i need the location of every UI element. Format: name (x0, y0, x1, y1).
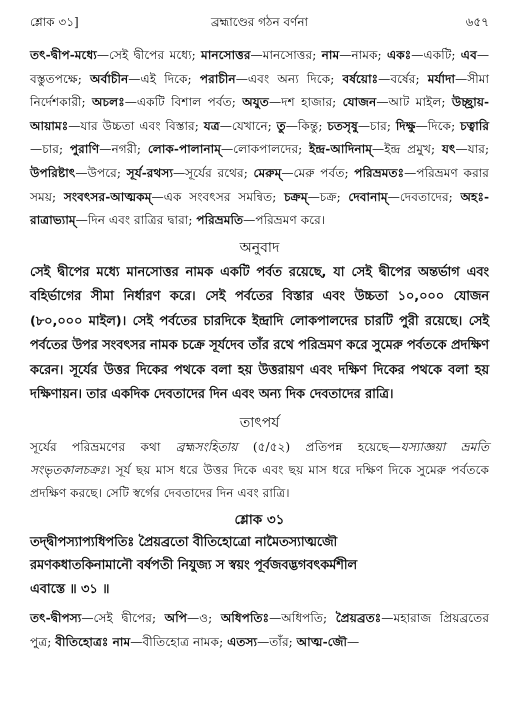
purport-text (30, 436, 489, 505)
synonym-meaning: —বীতিহোত্র নামক; (130, 634, 224, 649)
synonym-term: যোজন (342, 95, 377, 110)
synonym-meaning: —মানসোত্তর; (250, 48, 317, 62)
synonym-meaning: —দশ হাজার; (268, 95, 337, 110)
synonym-meaning: —একটি; (411, 48, 456, 62)
synonym-term: উচ্ছ্রায়-আয়ামঃ (30, 95, 490, 133)
purport-text-part: (৫/৫২) প্রতিপন্ন হয়েছে— (237, 439, 401, 454)
synonym-term: মেরুম্ (253, 165, 282, 180)
purport-quote: যস্যাজ্ঞয়া ভ্রমতি সংভৃতকালচক্রঃ (30, 439, 490, 477)
verse-line: তদ্দ্বীপস্যাপ্যধিপতিঃ প্রৈয়ব্রতো বীতিহোত্রো নামৈতস্যাত্মজৌ (30, 534, 338, 550)
purport-source-title: ব্রহ্মসংহিতায় (175, 439, 238, 454)
synonym-term: তৎ-দ্বীপস্য (30, 611, 82, 626)
synonym-term: বীতিহোত্রঃ নাম (55, 634, 131, 649)
synonym-meaning: —যার; (455, 142, 490, 157)
synonym-meaning: —আট মাইল; (376, 95, 446, 110)
synonym-meaning: —বর্ষের; (378, 71, 420, 86)
synonym-term: অযুত (242, 95, 269, 110)
synonym-term: উপরিষ্টাৎ (30, 165, 76, 180)
synonym-term: যৎ (441, 142, 456, 157)
synonym-term: অপি (164, 611, 187, 626)
translation-heading: অনুবাদ (239, 239, 280, 256)
synonym-meaning: —তাঁর; (257, 634, 293, 649)
purport-text-part: সূর্যের পরিভ্রমণের কথা (30, 439, 176, 454)
synonym-term: দেবানাম্ (348, 189, 388, 204)
synonym-meaning: —এবং অন্য দিকে; (235, 71, 335, 86)
synonym-term: তৎ-দ্বীপ-মধ্যে (30, 48, 97, 62)
synonym-term: অর্বাচীন (90, 71, 129, 86)
synonym-term: চতসৃষু (327, 118, 358, 133)
synonym-term: মানসোত্তর (201, 48, 251, 62)
synonym-term: চক্রম্ (284, 189, 308, 204)
verse-line: এবাস্তে ॥ ৩১ ॥ (30, 581, 110, 597)
synonym-meaning: —দেবতাদের; (387, 189, 453, 204)
synonym-term: অহঃ-রাত্রাভ্যাম্ (30, 189, 490, 228)
synonym-meaning: —একটি বিশাল পর্বত; (124, 95, 236, 110)
synonym-term: অধিপতিঃ (220, 611, 270, 626)
synonym-meaning: —চার; (357, 118, 391, 133)
synonym-term: পরাচীন (199, 71, 236, 86)
verse-heading: শ্লোক ৩১ (234, 511, 285, 528)
synonym-meaning: —কিন্তু; (285, 118, 323, 133)
page-body (30, 44, 489, 654)
synonym-meaning: — (347, 634, 360, 649)
synonym-meaning: —চক্র; (307, 189, 341, 204)
synonyms-block (30, 44, 489, 233)
synonym-term: পুরাণি (69, 142, 100, 157)
synonym-meaning: —উপরে; (75, 165, 121, 180)
synonym-meaning: —সীমা নির্দেশকারী; (30, 71, 490, 110)
synonym-term: চত্বারি (460, 118, 490, 133)
synonym-meaning: —মেরু পর্বত; (281, 165, 349, 180)
synonym-meaning: —পরিভ্রমণ করে। (243, 213, 326, 228)
synonym-meaning: —সেই দ্বীপের; (81, 611, 157, 626)
synonym-term: আত্ম-জৌ (296, 634, 348, 649)
synonym-term: মর্যাদা (427, 71, 456, 86)
synonym-meaning: —দিকে; (415, 118, 456, 133)
synonym-meaning: —নগরী; (99, 142, 142, 157)
synonym-term: পরিভ্রমতঃ (354, 165, 405, 180)
verse-line: রমণকধাতকিনামানৌ বর্ষপতী নিযুজ্য স স্বয়ং পূর্বজবদ্ভগবৎকর্মশীল (30, 558, 358, 574)
synonym-term: ইন্দ্র-আদিনাম্ (309, 142, 372, 157)
purport-heading: তাৎপর্য (239, 414, 280, 431)
header-page-number: ৬৫৭ (465, 15, 489, 29)
synonym-term: পরিভ্রমতি (196, 213, 244, 228)
synonym-term: যত্র (203, 118, 220, 133)
synonym-meaning: —ও; (186, 611, 213, 626)
synonym-meaning: —মহারাজ প্রিয়ব্রতের পুত্র; (30, 611, 490, 649)
synonym-term: একঃ (386, 48, 412, 62)
synonym-term: সূর্য-রথস্য (126, 165, 173, 180)
translation-text: সেই দ্বীপের মধ্যে মানসোত্তর নামক একটি পর্বত রয়েছে, যা সেই দ্বীপের অন্তর্ভাগ এবং বহির্ভাগের সীমা নির্ধারণ করে। সেই পর্বতের বিস্তার এবং উচ্চতা ১০,০০০ যোজন (৮০,০০০ মাইল)। সেই পর্বতের চারদিকে ইন্দ্রাদি লোকপালদের চারটি পুরী রয়েছে। সেই পর্বতের উপর সংবৎসর নামক চক্রে সূর্যদেব তাঁর রথে পরিভ্রমণ করে সুমেরু পর্বতকে প্রদক্ষিণ করেন। সূর্যের উত্তর দিকের পথকে বলা হয় উত্তরায়ণ এবং দক্ষিণ দিকের পথকে বলা হয় দক্ষিণায়ন। তার একদিক দেবতাদের দিন এবং অন্য দিক দেবতাদের রাত্রি। (30, 264, 489, 403)
synonym-meaning: —অধিপতি; (269, 611, 328, 626)
synonym-term: অচলঃ (91, 95, 125, 110)
synonym-meaning: —ইন্দ্র প্রমুখ; (372, 142, 436, 157)
synonym-term: তু (276, 118, 286, 133)
header-chapter-title: ব্রহ্মাণ্ডের গঠন বর্ণনা (210, 15, 308, 29)
synonym-term: বর্ষয়োঃ (342, 71, 379, 86)
synonym-term: প্রৈয়ব্রতঃ (335, 611, 382, 626)
synonym-meaning: —যার উচ্চতা এবং বিস্তার; (68, 118, 199, 133)
synonym-meaning: —সূর্যের রথের; (172, 165, 248, 180)
synonym-meaning: —যেখানে; (219, 118, 272, 133)
synonym-meaning: —নামক; (339, 48, 382, 62)
verse-text (30, 531, 489, 602)
synonym-term: দিক্ষু (395, 118, 416, 133)
synonym-term: এব (460, 48, 477, 62)
header-verse-ref: শ্লোক ৩১] (30, 15, 79, 29)
synonym-term: এতস্য (227, 634, 258, 649)
running-header (30, 14, 489, 34)
synonym-meaning: —এক সংবৎসর সমন্বিত; (151, 189, 277, 204)
synonym-term: সংবৎসর-আত্মকম্ (63, 189, 152, 204)
purport-text-part: । সূর্য ছয় মাস ধরে উত্তর দিকে এবং ছয় মাস ধরে দক্ষিণ দিকে সুমেরু পর্বতকে প্রদক্ষিণ করছে। সেটি স্বর্গের দেবতাদের দিন এবং রাত্রি। (30, 462, 489, 500)
synonym-meaning: —দিন এবং রাত্রির দ্বারা; (75, 213, 193, 228)
synonym-meaning: —পরিভ্রমণ করার সময়; (30, 165, 490, 204)
synonym-meaning: —এই দিকে; (128, 71, 192, 86)
synonym-meaning: —বস্তুতপক্ষে; (30, 48, 490, 86)
synonym-meaning: —চার; (30, 142, 64, 157)
synonym-meaning: —লোকপালদের; (220, 142, 303, 157)
synonym-term: নাম (321, 48, 340, 62)
synonym-meaning: —সেই দ্বীপের মধ্যে; (96, 48, 196, 62)
synonym-term: লোক-পালানাম্ (147, 142, 221, 157)
synonyms-block-2 (30, 607, 489, 654)
